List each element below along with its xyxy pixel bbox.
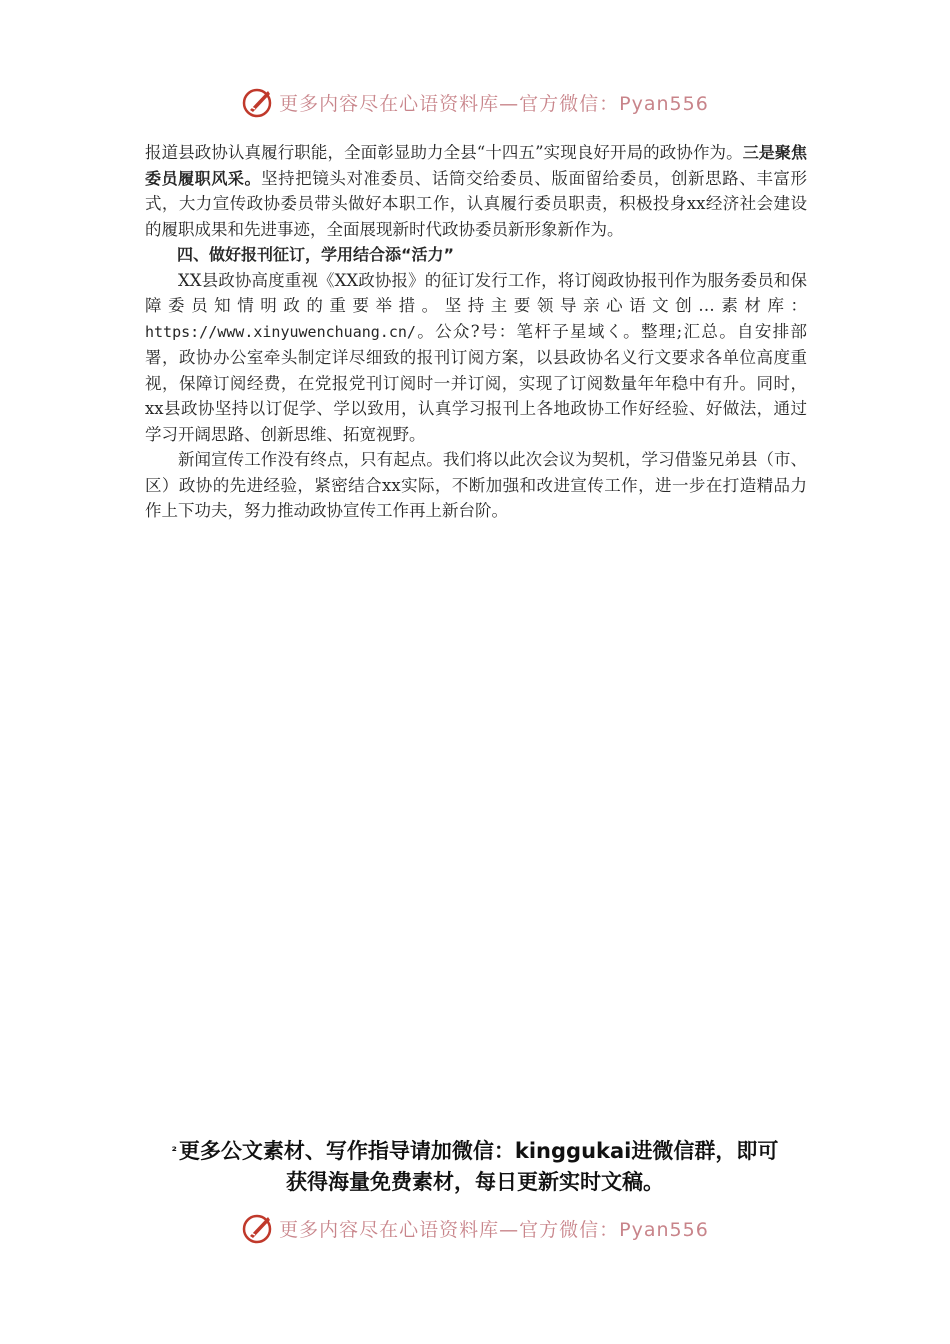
url-text: https://www.xinyuwenchuang.cn/ xyxy=(145,322,416,341)
paragraph: 新闻宣传工作没有终点，只有起点。我们将以此次会议为契机，学习借鉴兄弟县（市、区）政协的先进经验，紧密结合xx实际，不断加强和改进宣传工作，进一步在打造精品力作上下功夫，努力推动政协宣传工作再上新台阶。 xyxy=(145,450,807,520)
quill-seal-icon xyxy=(241,85,275,119)
paragraph-text: 报道县政协认真履行职能，全面彰显助力全县“十四五”实现良好开局的政协作为。 xyxy=(145,143,743,162)
paragraph-text: XX县政协高度重视《XX政协报》的征订发行工作，将订阅政协报刊作为服务委员和保障委员知情明政的重要举措。坚持主要领导亲心语文创…素材库： xyxy=(145,270,807,315)
paragraph-text: 。公众?号：笔杆子星域く。整理;汇总。自安排部署，政协办公室牵头制定详尽细致的报刊订阅方案，以县政协名义行文要求各单位高度重视，保障订阅经费，在党报党刊订阅时一并订阅，实现了订阅数量年年稳中有升。同时，xx县政协坚持以订促学、学以致用，认真学习报刊上各地政协工作好经验、好做法，通过学习开阔思路、创新思维、拓宽视野。 xyxy=(145,321,807,444)
paragraph xyxy=(145,268,807,448)
paragraph xyxy=(145,140,807,242)
superscript-mark: ² xyxy=(171,1144,177,1158)
document-body xyxy=(145,140,807,524)
header-banner xyxy=(0,82,950,122)
banner-text: 更多内容尽在心语资料库—官方微信：Pyan556 xyxy=(279,92,709,115)
paragraph-text: 坚持把镜头对准委员、话筒交给委员、版面留给委员，创新思路、丰富形式，大力宣传政协委员带头做好本职工作，认真履行委员职责，积极投身xx经济社会建设的履职成果和先进事迹，全面展现新时代政协委员新形象新作为。 xyxy=(145,168,807,239)
banner-text: 更多内容尽在心语资料库—官方微信：Pyan556 xyxy=(279,1218,709,1241)
quill-seal-icon xyxy=(241,1211,275,1245)
promo-line-1 xyxy=(0,1136,950,1167)
bold-lead: 三是聚焦委员履职风采。 xyxy=(145,143,807,188)
promo-note xyxy=(0,1136,950,1198)
section-heading: 四、做好报刊征订，学用结合添“活力” xyxy=(177,245,455,264)
footer-banner xyxy=(0,1208,950,1248)
promo-line-2: 获得海量免费素材，每日更新实时文稿。 xyxy=(286,1170,664,1194)
promo-text: 更多公文素材、写作指导请加微信：kinggukai进微信群，即可 xyxy=(178,1139,779,1163)
